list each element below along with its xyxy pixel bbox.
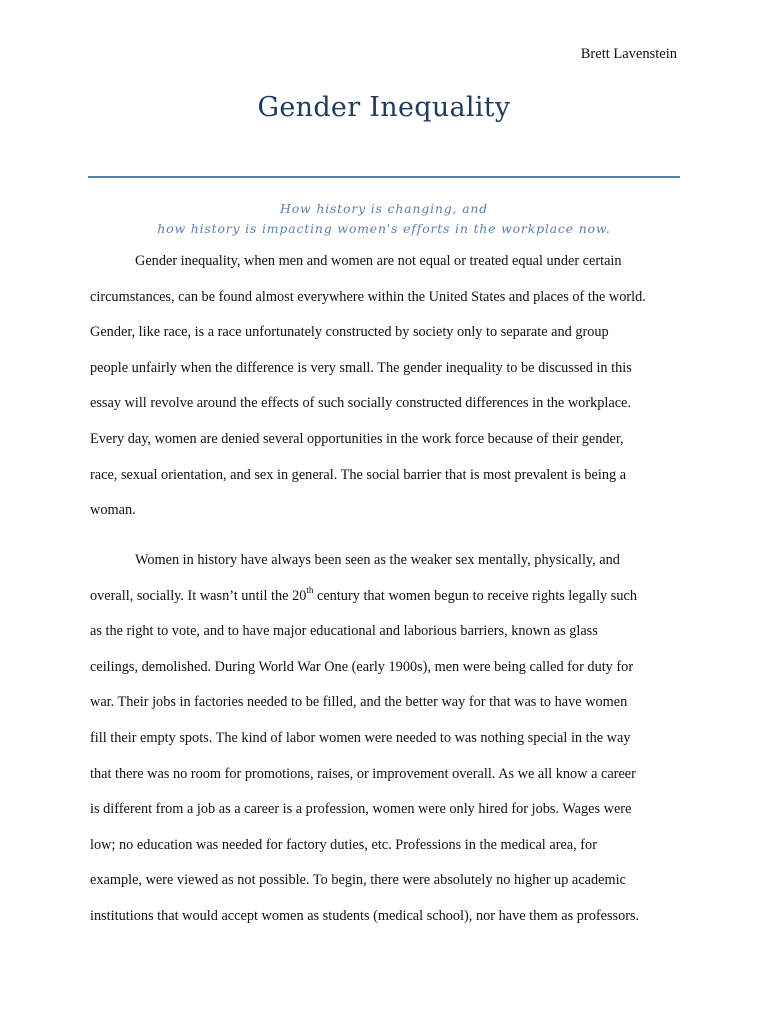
text-line: Gender, like race, is a race unfortunately constructed by society only to separate and group [90,324,609,341]
text-line: that there was no room for promotions, raises, or improvement overall. As we all know a career [90,765,636,782]
text-line [90,586,690,622]
text-line: institutions that would accept women as students (medical school), nor have them as professors. [90,907,640,924]
subtitle [0,199,768,239]
text-line: war. Their jobs in factories needed to be filled, and the better way for that was to have women [90,694,628,711]
superscript: th [306,584,314,595]
document-title: Gender Inequality [257,92,511,123]
text-line: circumstances, can be found almost everywhere within the United States and places of the world. [90,288,646,305]
author-name: Brett Lavenstein [580,46,677,62]
paragraph-2 [90,550,690,942]
text-line: race, sexual orientation, and sex in general. The social barrier that is most prevalent is being a [90,466,627,483]
text-line: woman. [90,502,136,519]
subtitle-line: How history is changing, and [280,201,488,216]
text-line: Gender inequality, when men and women are not equal or treated equal under certain [135,253,622,269]
text-line: Every day, women are denied several opportunities in the work force because of their gender, [90,430,624,447]
text-line: ceilings, demolished. During World War One (early 1900s), men were being called for duty for [90,658,634,675]
text-line: Women in history have always been seen as the weaker sex mentally, physically, and [135,552,620,568]
paragraph-1 [90,251,690,536]
text-line: as the right to vote, and to have major educational and laborious barriers, known as glass [90,623,598,640]
text-line: essay will revolve around the effects of such socially constructed differences in the workplace. [90,395,631,412]
subtitle-line: how history is impacting women's efforts in the workplace now. [157,221,611,236]
text-run: century that women begun to receive rights legally such [313,587,637,604]
text-run: overall, socially. It wasn’t until the 20 [90,587,307,604]
text-line: people unfairly when the difference is very small. The gender inequality to be discussed in this [90,359,632,376]
title-divider [88,176,680,178]
text-line: example, were viewed as not possible. To begin, there were absolutely no higher up academic [90,872,626,889]
text-line: fill their empty spots. The kind of labor women were needed to was nothing special in the way [90,729,631,746]
text-line: low; no education was needed for factory duties, etc. Professions in the medical area, for [90,836,597,853]
text-line: is different from a job as a career is a profession, women were only hired for jobs. Wages were [90,801,632,818]
